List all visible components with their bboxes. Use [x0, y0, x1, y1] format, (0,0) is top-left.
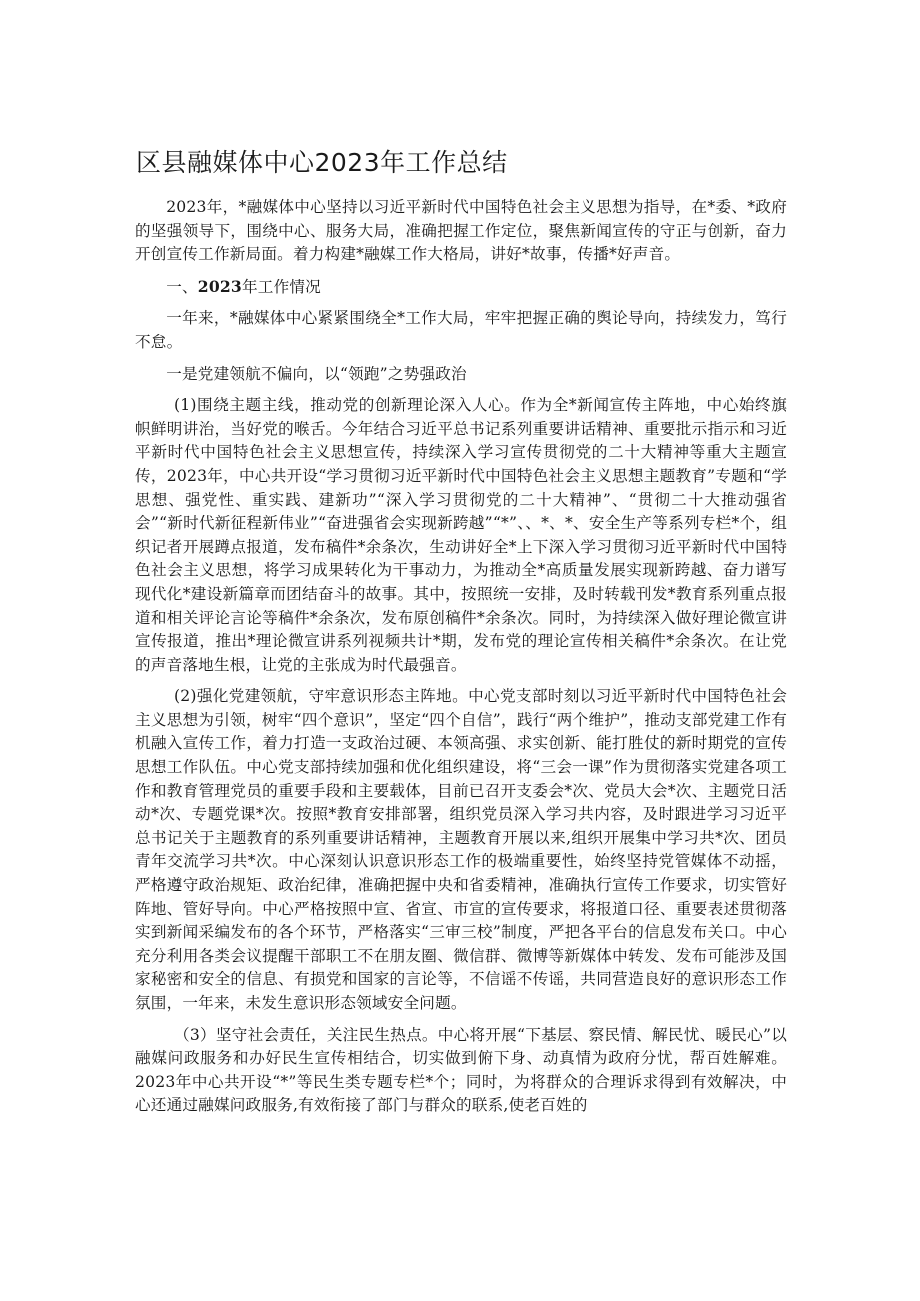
document-title: 区县融媒体中心2023年工作总结: [136, 148, 508, 177]
section-heading-prefix: 一、: [166, 277, 198, 296]
subsection-heading-1: 一是党建领航不偏向，以“领跑”之势强政治: [166, 364, 467, 383]
section-1-paragraph: 一年来，*融媒体中心紧紧围绕全*工作大局，牢牢把握正确的舆论导向，持续发力，笃行不怠。: [135, 309, 787, 351]
item-3-paragraph: （3）坚守社会责任，关注民生热点。中心将开展“下基层、察民情、解民忧、暖民心”以融媒问政服务和办好民生宣传相结合，切实做到俯下身、动真情为政府分忧，帮百姓解难。2023年中心共开设“*”等民生类专题专栏*个；同时，为将群众的合理诉求得到有效解决，中心还通过融媒问政服务,有效衔接了部门与群众的联系,使老百姓的: [135, 1025, 787, 1115]
intro-paragraph: 2023年，*融媒体中心坚持以习近平新时代中国特色社会主义思想为指导，在*委、*政府的坚强领导下，围绕中心、服务大局，准确把握工作定位，聚焦新闻宣传的守正与创新，奋力开创宣传工作新局面。着力构建*融媒工作大格局，讲好*故事，传播*好声音。: [135, 198, 787, 264]
section-heading-year: 2023: [197, 276, 242, 296]
document-body: [135, 196, 787, 1126]
item-2-paragraph: (2)强化党建领航，守牢意识形态主阵地。中心党支部时刻以习近平新时代中国特色社会主义思想为引领，树牢“四个意识”，坚定“四个自信”，践行“两个维护”，推动支部党建工作有机融入宣传工作，着力打造一支政治过硬、本领高强、求实创新、能打胜仗的新时期党的宣传思想工作队伍。中心党支部持续加强和优化组织建设，将“三会一课”作为贯彻落实党建各项工作和教育管理党员的重要手段和主要载体，目前已召开支委会*次、党员大会*次、主题党日活动*次、专题党课*次。按照*教育安排部署，组织党员深入学习共内容，及时跟进学习习近平总书记关于主题教育的系列重要讲话精神，主题教育开展以来,组织开展集中学习共*次、团员青年交流学习共*次。中心深刻认识意识形态工作的极端重要性，始终坚持党管媒体不动摇，严格遵守政治规矩、政治纪律，准确把握中央和省委精神，准确执行宣传工作要求，切实管好阵地、管好导向。中心严格按照中宣、省宣、市宣的宣传要求，将报道口径、重要表述贯彻落实到新闻采编发布的各个环节，严格落实“三审三校”制度，严把各平台的信息发布关口。中心充分利用各类会议提醒干部职工不在朋友圈、微信群、微博等新媒体中转发、发布可能涉及国家秘密和安全的信息、有损党和国家的言论等，不信谣不传谣，共同营造良好的意识形态工作氛围，一年来，未发生意识形态领域安全问题。: [135, 687, 787, 1012]
section-heading-1: [135, 275, 787, 300]
section-heading-rest: 年工作情况: [241, 277, 321, 296]
item-1-paragraph: (1)围绕主题主线，推动党的创新理论深入人心。作为全*新闻宣传主阵地，中心始终旗帜鲜明讲治，当好党的喉舌。今年结合习近平总书记系列重要讲话精神、重要批示指示和习近平新时代中国特色社会主义思想宣传，持续深入学习宣传贯彻党的二十大精神等重大主题宣传，2023年，中心共开设“学习贯彻习近平新时代中国特色社会主义思想主题教育”专题和“学思想、强党性、重实践、建新功”“深入学习贯彻党的二十大精神”、“贯彻二十大推动强省会”“新时代新征程新伟业”“奋进强省会实现新跨越”“*”、、*、*、安全生产等系列专栏*个，组织记者开展蹲点报道，发布稿件*余条次，生动讲好全*上下深入学习贯彻习近平新时代中国特色社会主义思想，将学习成果转化为干事动力，为推动全*高质量发展实现新跨越、奋力谱写现代化*建设新篇章而团结奋斗的故事。其中，按照统一安排，及时转载刊发*教育系列重点报道和相关评论言论等稿件*余条次，发布原创稿件*余条次。同时，为持续深入做好理论微宣讲宣传报道，推出*理论微宣讲系列视频共计*期，发布党的理论宣传相关稿件*余条次。在让党的声音落地生根，让党的主张成为时代最强音。: [135, 396, 787, 674]
